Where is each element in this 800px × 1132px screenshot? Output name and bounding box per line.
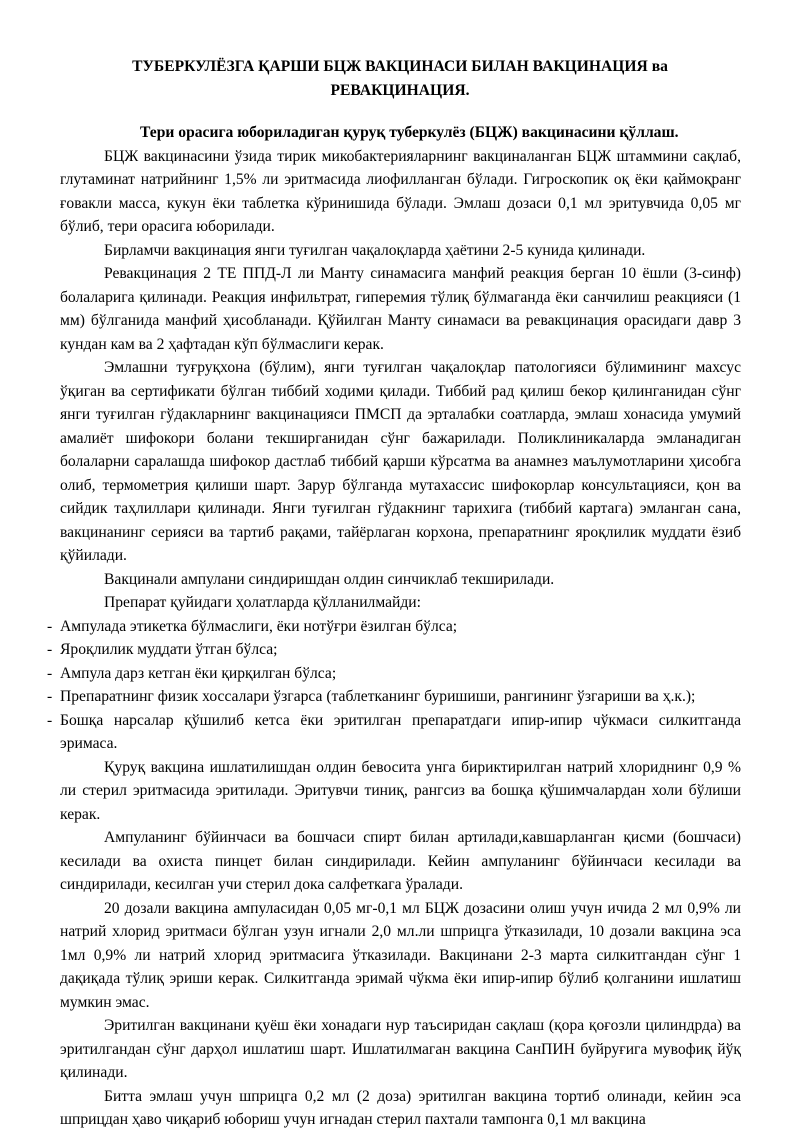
list-marker: - <box>47 641 53 658</box>
paragraph: Ревакцинация 2 ТЕ ППД-Л ли Манту синамасига манфий реакция берган 10 ёшли (3-синф) болаларига қилинади. Реакция инфильтрат, гиперемия тўлиқ бўлмаганда ёки санчилиш реакцияси (1 мм) бўлганида манфий ҳисобланади. Қўйилган Манту синамаси ва ревакцинация орасидаги давр 3 кундан кам ва 2 ҳафтадан кўп бўлмаслиги керак. <box>60 265 741 353</box>
list-item: - Бошқа нарсалар қўшилиб кетса ёки эритилган препаратдаги ипир-ипир чўкмаси силкитганда эримаса. <box>60 709 741 756</box>
contraindication-list <box>47 615 741 756</box>
list-item: - Ампулада этикетка бўлмаслиги, ёки нотўғри ёзилган бўлса; <box>60 615 741 639</box>
document-body <box>47 121 741 1132</box>
list-marker: - <box>47 664 53 682</box>
paragraph: Қуруқ вакцина ишлатилишдан олдин бевосита унга бириктирилган натрий хлориднинг 0,9 % ли стерил эритмасида эритилади. Эритувчи тиниқ, рангсиз ва бошқа қўшимчалардан холи бўлиши керак. <box>60 758 741 823</box>
list-marker: - <box>47 711 53 729</box>
section-subtitle: Тери орасига юбориладиган қуруқ туберкулёз (БЦЖ) вакцинасини қўллаш. <box>140 124 679 141</box>
list-marker: - <box>47 688 53 705</box>
paragraph: Эмлашни туғруқхона (бўлим), янги туғилган чақалоқлар патологияси бўлимининг махсус ўқиган ва сертификати бўлган тиббий ходими қилади. Тиббий рад қилиш бекор қилинганидан сўнг янги туғилган гўдакларнинг вакцинацияси ПМСП да эрталабки соатларда, эмлаш хонасида умумий амалиёт шифокори болани текширганидан сўнг бажарилади. Поликлиникаларда эмланадиган болаларни саралашда шифокор дастлаб тиббий қарши кўрсатма ва анамнез маълумотларини ҳисобга олиб, термометрия қилиши шарт. Зарур бўлганда мутахассис шифокорлар консультацияси, қон ва сийдик таҳлиллари қилинади. Янги туғилган гўдакнинг тарихига (тиббий картага) эмланган сана, вакцинанинг серияси ва тартиб рақами, тайёрлаган корхона, препаратнинг яроқлилик муддати ёзиб қўйилади. <box>60 359 741 564</box>
paragraph: 20 дозали вакцина ампуласидан 0,05 мг-0,1 мл БЦЖ дозасини олиш учун ичида 2 мл 0,9% ли натрий хлорид эритмаси бўлган узун игнали 2,0 мл.ли шприцга ўтказилади, 10 дозали вакцина эса 1мл 0,9% ли натрий хлорид эритмасига ўтказилади. Вакцинани 2-3 марта силкитгандан сўнг 1 дақиқада тўлиқ эриши керак. Силкитганда эримай чўкма ёки ипир-ипир бўлиб қолганини ишлатиш мумкин эмас. <box>60 899 741 1011</box>
paragraph: Битта эмлаш учун шприцга 0,2 мл (2 доза) эритилган вакцина тортиб олинади, кейин эса шприцдан ҳаво чиқариб юбориш учун игнадан стерил пахтали тампонга 0,1 мл вакцина <box>60 1087 741 1128</box>
list-item: - Препаратнинг физик хоссалари ўзгарса (таблетканинг буришиши, рангининг ўзгариши ва ҳ.к.); <box>60 685 741 709</box>
list-item: - Яроқлилик муддати ўтган бўлса; <box>60 638 741 662</box>
paragraph: БЦЖ вакцинасини ўзида тирик микобактерияларнинг вакциналанган БЦЖ штаммини сақлаб, глутаминат натрийнинг 1,5% ли эритмасида лиофилланган бўлади. Гигроскопик оқ ёки қаймоқранг ғовакли масса, кукун ёки таблетка кўринишида бўлади. Эмлаш дозаси 0,1 мл эритувчида 0,05 мг бўлиб, тери орасига юборилади. <box>60 147 741 235</box>
list-item: - Ампула дарз кетган ёки қирқилган бўлса; <box>60 662 741 686</box>
title-line-2: РЕВАКЦИНАЦИЯ. <box>330 81 470 99</box>
paragraph: Вакцинали ампулани синдиришдан олдин синчиклаб текширилади. <box>104 570 555 588</box>
paragraph: Препарат қуйидаги ҳолатларда қўлланилмайди: <box>104 594 421 611</box>
document-title <box>60 55 740 102</box>
title-line-1: ТУБЕРКУЛЁЗГА ҚАРШИ БЦЖ ВАКЦИНАСИ БИЛАН ВАКЦИНАЦИЯ ва <box>132 58 668 75</box>
paragraph: Эритилган вакцинани қуёш ёки хонадаги нур таъсиридан сақлаш (қора қоғозли цилиндрда) ва эритилгандан сўнг дарҳол ишлатиш шарт. Ишлатилмаган вакцина СанПИН буйруғига мувофиқ йўқ қилинади. <box>60 1017 741 1081</box>
list-marker: - <box>47 617 53 635</box>
paragraph: Бирламчи вакцинация янги туғилган чақалоқларда ҳаётини 2-5 кунида қилинади. <box>104 241 646 259</box>
paragraph: Ампуланинг бўйинчаси ва бошчаси спирт билан артилади,кавшарланган қисми (бошчаси) кесилади ва охиста пинцет билан синдирилади. Кейин ампуланинг бўйинчаси кесилади ва синдирилади, кесилган учи стерил дока салфеткага ўралади. <box>60 829 741 893</box>
